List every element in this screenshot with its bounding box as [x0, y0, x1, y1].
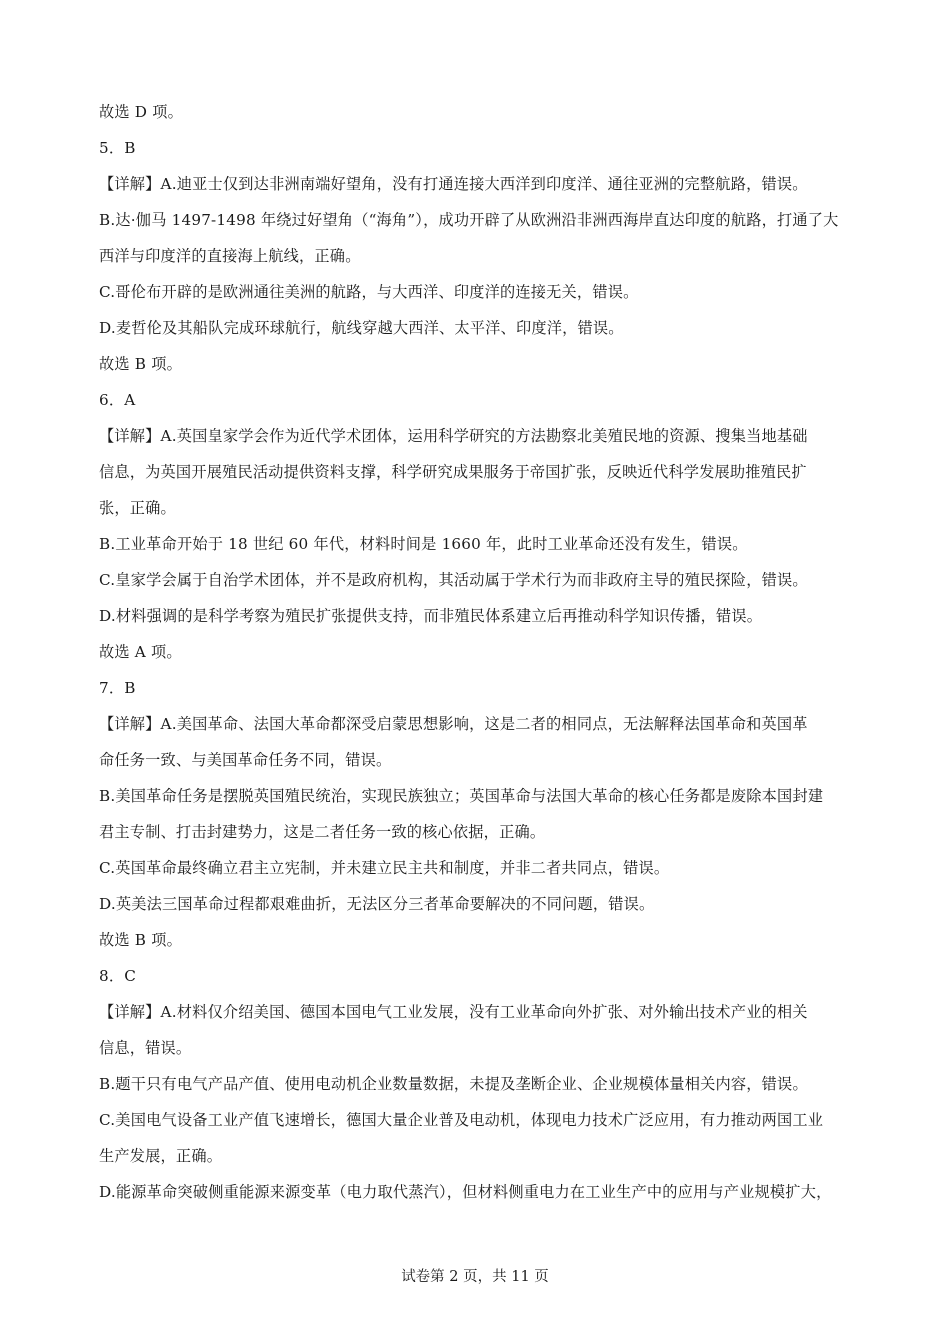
text-line: C.哥伦布开辟的是欧洲通往美洲的航路，与大西洋、印度洋的连接无关，错误。 — [99, 283, 639, 301]
text-line: 信息，错误。 — [99, 1039, 192, 1057]
answer-explanation-body — [99, 94, 854, 1210]
question-number-answer: 6．A — [99, 391, 136, 409]
text-line: B.工业革命开始于 18 世纪 60 年代，材料时间是 1660 年，此时工业革命还没有发生，错误。 — [99, 535, 748, 553]
text-line: 【详解】A.材料仅介绍美国、德国本国电气工业发展，没有工业革命向外扩张、对外输出技术产业的相关 — [99, 1003, 808, 1021]
text-line: 命任务一致、与美国革命任务不同，错误。 — [99, 751, 392, 769]
text-line: 生产发展，正确。 — [99, 1147, 223, 1165]
text-line: D.材料强调的是科学考察为殖民扩张提供支持，而非殖民体系建立后再推动科学知识传播，错误。 — [99, 607, 763, 625]
text-line: B.题干只有电气产品产值、使用电动机企业数量数据，未提及垄断企业、企业规模体量相关内容，错误。 — [99, 1075, 808, 1093]
text-line: D.英美法三国革命过程都艰难曲折，无法区分三者革命要解决的不同问题，错误。 — [99, 895, 655, 913]
text-line: B.美国革命任务是摆脱英国殖民统治，实现民族独立；英国革命与法国大革命的核心任务都是废除本国封建 — [99, 787, 824, 805]
text-line: 君主专制、打击封建势力，这是二者任务一致的核心依据，正确。 — [99, 823, 546, 841]
question-number-answer: 5．B — [99, 139, 136, 157]
text-line: 【详解】A.英国皇家学会作为近代学术团体，运用科学研究的方法勘察北美殖民地的资源、搜集当地基础 — [99, 427, 808, 445]
text-line: 张，正确。 — [99, 499, 176, 517]
text-line: B.达·伽马 1497-1498 年绕过好望角（“海角”），成功开辟了从欧洲沿非洲西海岸直达印度的航路，打通了大 — [99, 211, 839, 229]
question-number-answer: 8．C — [99, 967, 137, 985]
text-line: 故选 D 项。 — [99, 103, 183, 121]
text-line: D.能源革命突破侧重能源来源变革（电力取代蒸汽），但材料侧重电力在工业生产中的应用与产业规模扩大， — [99, 1183, 832, 1201]
text-line: C.英国革命最终确立君主立宪制，并未建立民主共和制度，并非二者共同点，错误。 — [99, 859, 670, 877]
text-line: 故选 B 项。 — [99, 931, 182, 949]
question-number-answer: 7．B — [99, 679, 136, 697]
page-footer: 试卷第 2 页，共 11 页 — [401, 1269, 549, 1285]
text-line: D.麦哲伦及其船队完成环球航行，航线穿越大西洋、太平洋、印度洋，错误。 — [99, 319, 624, 337]
text-line: 【详解】A.美国革命、法国大革命都深受启蒙思想影响，这是二者的相同点，无法解释法国革命和英国革 — [99, 715, 808, 733]
text-line: 【详解】A.迪亚士仅到达非洲南端好望角，没有打通连接大西洋到印度洋、通往亚洲的完整航路，错误。 — [99, 175, 808, 193]
text-line: C.皇家学会属于自治学术团体，并不是政府机构，其活动属于学术行为而非政府主导的殖民探险，错误。 — [99, 571, 808, 589]
text-line: 故选 B 项。 — [99, 355, 182, 373]
text-line: 信息，为英国开展殖民活动提供资料支撑，科学研究成果服务于帝国扩张，反映近代科学发展助推殖民扩 — [99, 463, 807, 481]
text-line: 西洋与印度洋的直接海上航线，正确。 — [99, 247, 361, 265]
text-line: 故选 A 项。 — [99, 643, 182, 661]
text-line: C.美国电气设备工业产值飞速增长，德国大量企业普及电动机，体现电力技术广泛应用，有力推动两国工业 — [99, 1111, 824, 1129]
